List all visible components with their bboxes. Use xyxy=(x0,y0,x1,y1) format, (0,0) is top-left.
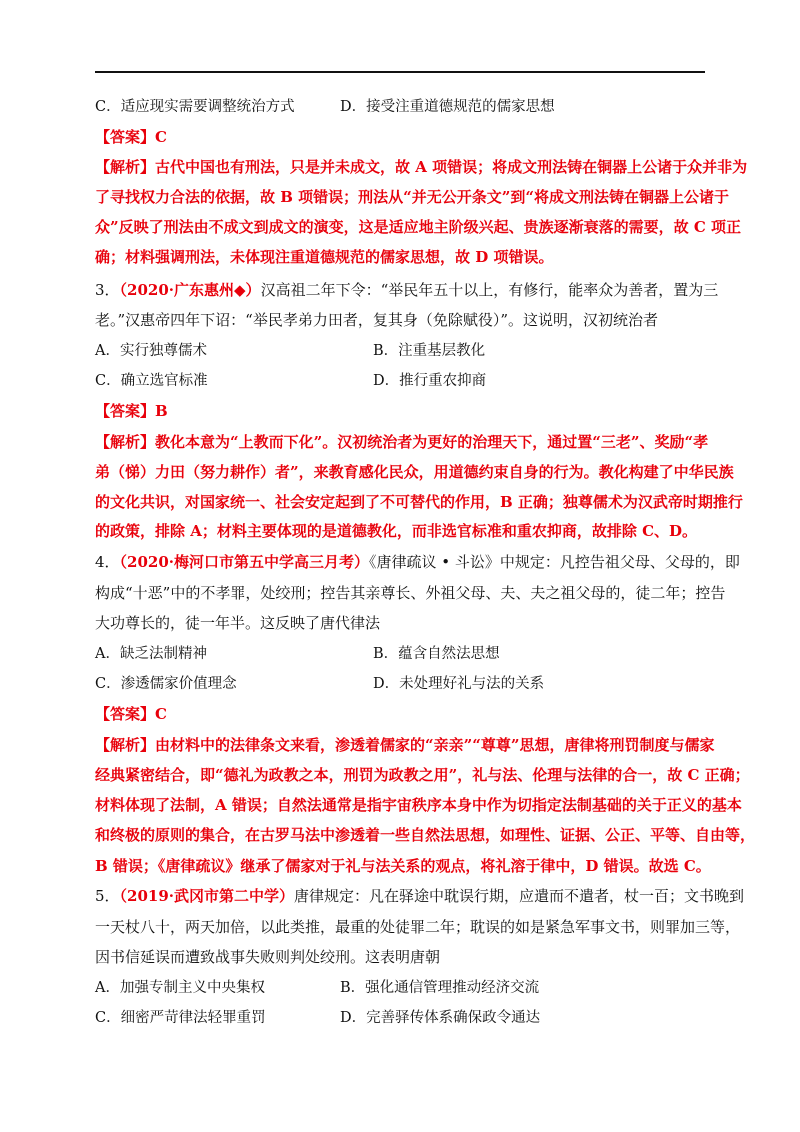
q3-answer xyxy=(95,401,710,421)
question-source: （2020·广东惠州◆） xyxy=(119,281,261,299)
q5-option-a: A．加强专制主义中央集权 xyxy=(95,980,265,996)
q4-answer xyxy=(95,704,710,724)
q4-stem-line-3: 大功尊长的，徒一年半。这反映了唐代律法 xyxy=(95,614,381,632)
question-number: 3． xyxy=(95,281,120,299)
header-rule xyxy=(95,71,705,73)
answer-label: 【答案】 xyxy=(95,705,156,723)
q5-option-b: B．强化通信管理推动经济交流 xyxy=(340,980,540,996)
analysis-label: 【解析】 xyxy=(95,736,156,754)
q2-answer xyxy=(95,127,710,147)
q2-option-d: D．接受注重道德规范的儒家思想 xyxy=(340,99,555,115)
q3-analysis-line-2: 弟（悌）力田（努力耕作）者”，来教育感化民众，用道德约束自身的行为。教化构建了中华民族 xyxy=(95,463,734,481)
q4-analysis-line-3: 材料体现了法制，A 错误；自然法通常是指宇宙秩序本身中作为切指定法制基础的关于正义的基本 xyxy=(95,796,742,814)
q3-option-c: C．确立选官标准 xyxy=(95,373,208,389)
q4-analysis-line-5: B 错误；《唐律疏议》继承了儒家对于礼与法关系的观点，将礼溶于律中，D 错误。故选 C。 xyxy=(95,857,711,875)
q2-analysis-line-1: 【解析】古代中国也有刑法，只是并未成文，故 A 项错误；将成文刑法铸在铜器上公诸于众并非为 xyxy=(95,158,748,176)
answer-value: C xyxy=(155,705,167,723)
answer-value: B xyxy=(155,402,168,420)
q3-option-a: A．实行独尊儒术 xyxy=(95,343,207,359)
q3-analysis-line-3: 的文化共识，对国家统一、社会安定起到了不可替代的作用，B 正确；独尊儒术为汉武帝时期推行 xyxy=(95,493,743,511)
q2-option-c: C．适应现实需要调整统治方式 xyxy=(95,99,295,115)
q3-option-b: B．注重基层教化 xyxy=(373,343,486,359)
answer-label: 【答案】 xyxy=(95,402,156,420)
answer-value: C xyxy=(155,128,167,146)
q4-analysis-line-1: 【解析】由材料中的法律条文来看，渗透着儒家的“亲亲”“尊尊”思想，唐律将刑罚制度与儒家 xyxy=(95,736,715,754)
q4-option-a: A．缺乏法制精神 xyxy=(95,646,207,662)
question-number: 4． xyxy=(95,553,120,571)
analysis-label: 【解析】 xyxy=(95,433,156,451)
q3-analysis-line-1: 【解析】教化本意为“上教而下化”。汉初统治者为更好的治理天下，通过置“三老”、奖励“孝 xyxy=(95,433,709,451)
q5-option-d: D．完善驿传体系确保政令通达 xyxy=(340,1010,541,1026)
question-source: （2020·梅河口市第五中学高三月考） xyxy=(119,553,370,571)
q2-analysis-line-4: 确；材料强调刑法，未体现注重道德规范的儒家思想，故 D 项错误。 xyxy=(95,248,554,266)
answer-label: 【答案】 xyxy=(95,128,156,146)
q3-stem-line-2: 老。”汉惠帝四年下诏：“举民孝弟力田者，复其身（免除赋役）”。这说明，汉初统治者 xyxy=(95,311,659,329)
question-source: （2019·武冈市第二中学） xyxy=(119,887,295,905)
q3-option-d: D．推行重农抑商 xyxy=(373,373,487,389)
q5-stem-line-1: 5．（2019·武冈市第二中学）唐律规定：凡在驿途中耽误行期，应遣而不遣者，杖一百；文书晚到 xyxy=(95,887,745,905)
q4-option-b: B．蕴含自然法思想 xyxy=(373,646,500,662)
q4-analysis-line-2: 经典紧密结合，即“德礼为政教之本，刑罚为政教之用”，礼与法、伦理与法律的合一，故 C 正确； xyxy=(95,766,750,784)
q4-stem-line-2: 构成“十恶”中的不孝罪，处绞刑；控告其亲尊长、外祖父母、夫、夫之祖父母的，徒二年；控告 xyxy=(95,584,726,602)
q3-analysis-line-4: 的政策，排除 A；材料主要体现的是道德教化，而非选官标准和重农抑商，故排除 C、D。 xyxy=(95,522,698,540)
q2-analysis-line-2: 了寻找权力合法的依据，故 B 项错误；刑法从“并无公开条文”到“将成文刑法铸在铜器上公诸于 xyxy=(95,188,730,206)
q2-analysis-line-3: 众”反映了刑法由不成文到成文的演变，这是适应地主阶级兴起、贵族逐渐衰落的需要，故 C 项正 xyxy=(95,218,742,236)
q5-option-c: C．细密严苛律法轻罪重罚 xyxy=(95,1010,266,1026)
question-number: 5． xyxy=(95,887,120,905)
q3-stem-line-1: 3．（2020·广东惠州◆）汉高祖二年下令：“举民年五十以上，有修行，能率众为善者，置为三 xyxy=(95,281,719,299)
analysis-label: 【解析】 xyxy=(95,158,156,176)
q4-option-c: C．渗透儒家价值理念 xyxy=(95,676,237,692)
q5-stem-line-2: 一天杖八十，两天加倍，以此类推，最重的处徒罪二年；耽误的如是紧急军事文书，则罪加三等， xyxy=(95,918,741,936)
q4-stem-line-1: 4．（2020·梅河口市第五中学高三月考）《唐律疏议 • 斗讼》中规定：凡控告祖父母、父母的，即 xyxy=(95,553,740,571)
q4-option-d: D．未处理好礼与法的关系 xyxy=(373,676,545,692)
q5-stem-line-3: 因书信延误而遭致战事失败则判处绞刑。这表明唐朝 xyxy=(95,948,441,966)
q4-analysis-line-4: 和终极的原则的集合，在古罗马法中渗透着一些自然法思想，如理性、证据、公正、平等、自由等， xyxy=(95,826,756,844)
